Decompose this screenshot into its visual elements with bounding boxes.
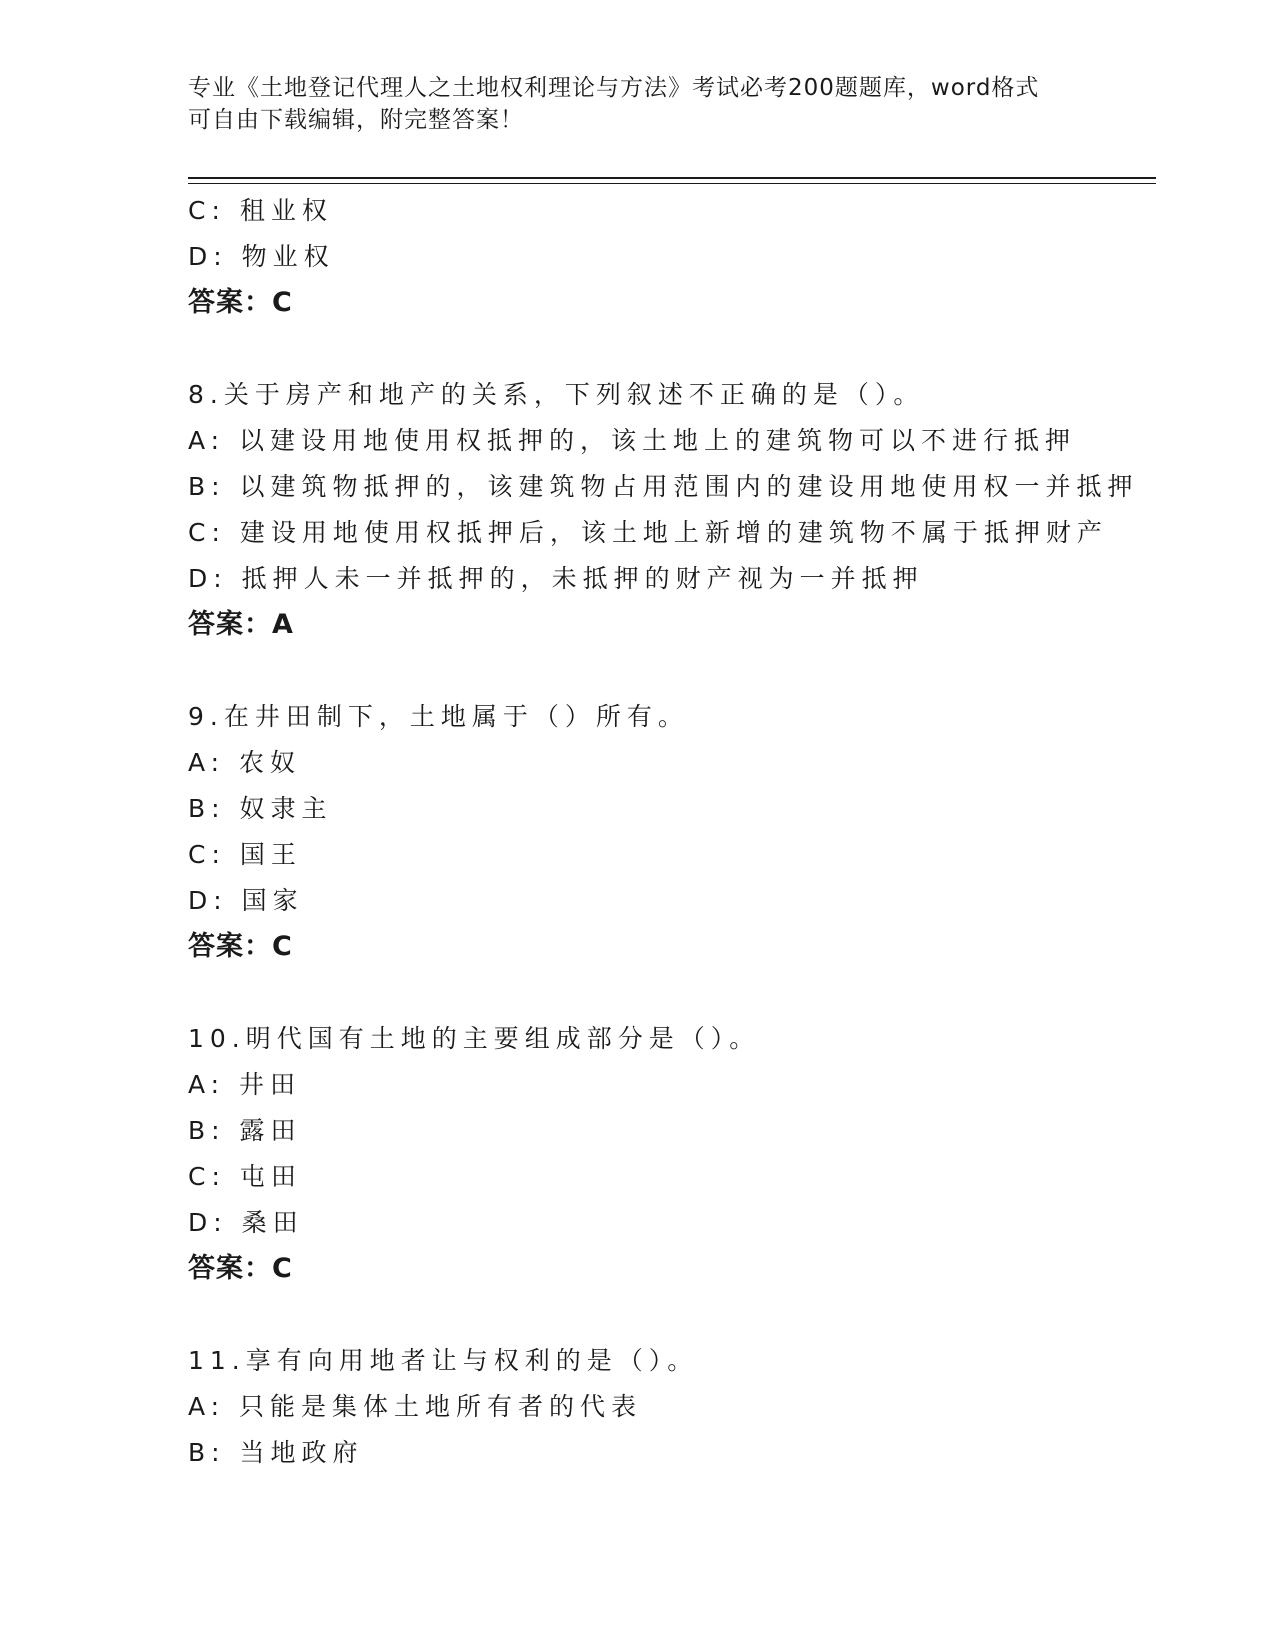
header-rule-thin <box>188 183 1156 184</box>
option-d: D: 物业权 <box>188 242 335 271</box>
question-7-tail <box>188 188 1156 326</box>
question-10 <box>188 1016 1156 1292</box>
option-a: A: 只能是集体土地所有者的代表 <box>188 1392 643 1421</box>
question-text: 10.明代国有土地的主要组成部分是（）。 <box>188 1024 761 1053</box>
document-header: 专业《土地登记代理人之土地权利理论与方法》考试必考200题题库，word格式 可自由下载编辑，附完整答案！ <box>188 75 1040 133</box>
option-d: D: 桑田 <box>188 1208 304 1237</box>
question-9 <box>188 694 1156 970</box>
question-8 <box>188 372 1156 648</box>
option-c: C: 租业权 <box>188 196 333 225</box>
option-d: D: 抵押人未一并抵押的，未抵押的财产视为一并抵押 <box>188 564 924 593</box>
question-text: 8.关于房产和地产的关系，下列叙述不正确的是（）。 <box>188 380 925 409</box>
question-list <box>188 188 1156 1476</box>
question-text: 9.在井田制下，土地属于（）所有。 <box>188 702 689 731</box>
answer-line: 答案：C <box>188 287 293 318</box>
option-b: B: 当地政府 <box>188 1438 364 1467</box>
answer-line: 答案：C <box>188 931 293 962</box>
option-b: B: 以建筑物抵押的，该建筑物占用范围内的建设用地使用权一并抵押 <box>188 472 1139 501</box>
answer-line: 答案：C <box>188 1253 293 1284</box>
option-d: D: 国家 <box>188 886 304 915</box>
spacer <box>188 970 1156 1016</box>
option-a: A: 农奴 <box>188 748 302 777</box>
spacer <box>188 326 1156 372</box>
spacer <box>188 1292 1156 1338</box>
option-c: C: 建设用地使用权抵押后，该土地上新增的建筑物不属于抵押财产 <box>188 518 1108 547</box>
question-11 <box>188 1338 1156 1476</box>
option-c: C: 国王 <box>188 840 302 869</box>
question-text: 11.享有向用地者让与权利的是（）。 <box>188 1346 699 1375</box>
option-b: B: 奴隶主 <box>188 794 333 823</box>
option-b: B: 露田 <box>188 1116 302 1145</box>
option-a: A: 以建设用地使用权抵押的，该土地上的建筑物可以不进行抵押 <box>188 426 1077 455</box>
option-c: C: 屯田 <box>188 1162 302 1191</box>
option-a: A: 井田 <box>188 1070 302 1099</box>
header-rule-thick <box>188 177 1156 179</box>
spacer <box>188 648 1156 694</box>
answer-line: 答案：A <box>188 609 294 640</box>
